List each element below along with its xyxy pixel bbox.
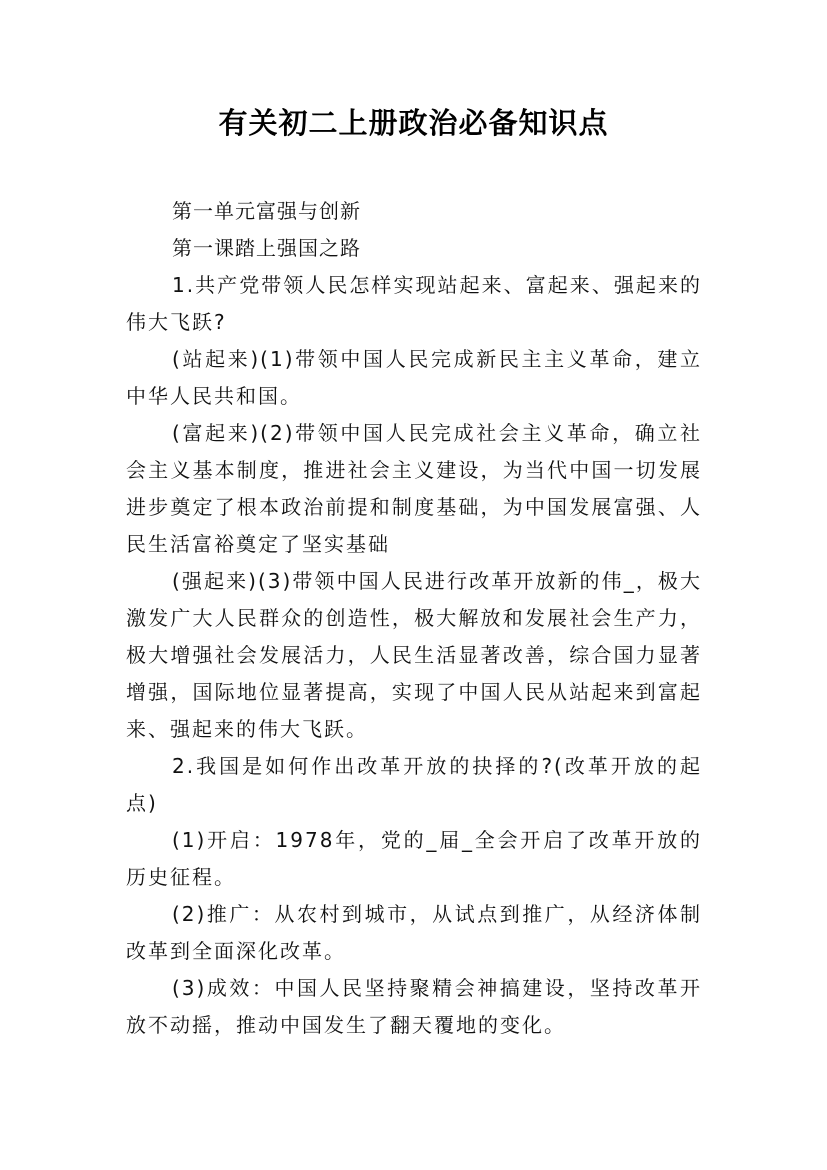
lesson-heading: 第一课踏上强国之路: [172, 236, 361, 260]
unit-heading: 第一单元富强与创新: [172, 199, 361, 223]
answer-promotion: (2)推广：从农村到城市，从试点到推广，从经济体制改革到全面深化改革。: [126, 902, 702, 963]
answer-become-strong: (强起来)(3)带领中国人民进行改革开放新的伟_，极大激发广大人民群众的创造性，极大解放和发展社会生产力，极大增强社会发展活力，人民生活显著改善，综合国力显著增强，国际地位显著提高，实现了中国人民从站起来到富起来、强起来的伟大飞跃。: [126, 569, 702, 741]
question-2: 2.我国是如何作出改革开放的抉择的?(改革开放的起点): [126, 754, 702, 815]
answer-become-rich: (富起来)(2)带领中国人民完成社会主义革命，确立社会主义基本制度，推进社会主义建设，为当代中国一切发展进步奠定了根本政治前提和制度基础，为中国发展富强、人民生活富裕奠定了坚实基础: [126, 421, 702, 556]
answer-stand-up: (站起来)(1)带领中国人民完成新民主主义革命，建立中华人民共和国。: [126, 347, 702, 408]
document-title: 有关初二上册政治必备知识点: [218, 106, 609, 140]
answer-start: (1)开启：1978年，党的_届_全会开启了改革开放的历史征程。: [126, 828, 702, 889]
answer-results: (3)成效：中国人民坚持聚精会神搞建设，坚持改革开放不动摇，推动中国发生了翻天覆地的变化。: [126, 976, 702, 1037]
document-body: [126, 193, 702, 1044]
question-1: 1.共产党带领人民怎样实现站起来、富起来、强起来的伟大飞跃?: [126, 273, 702, 334]
